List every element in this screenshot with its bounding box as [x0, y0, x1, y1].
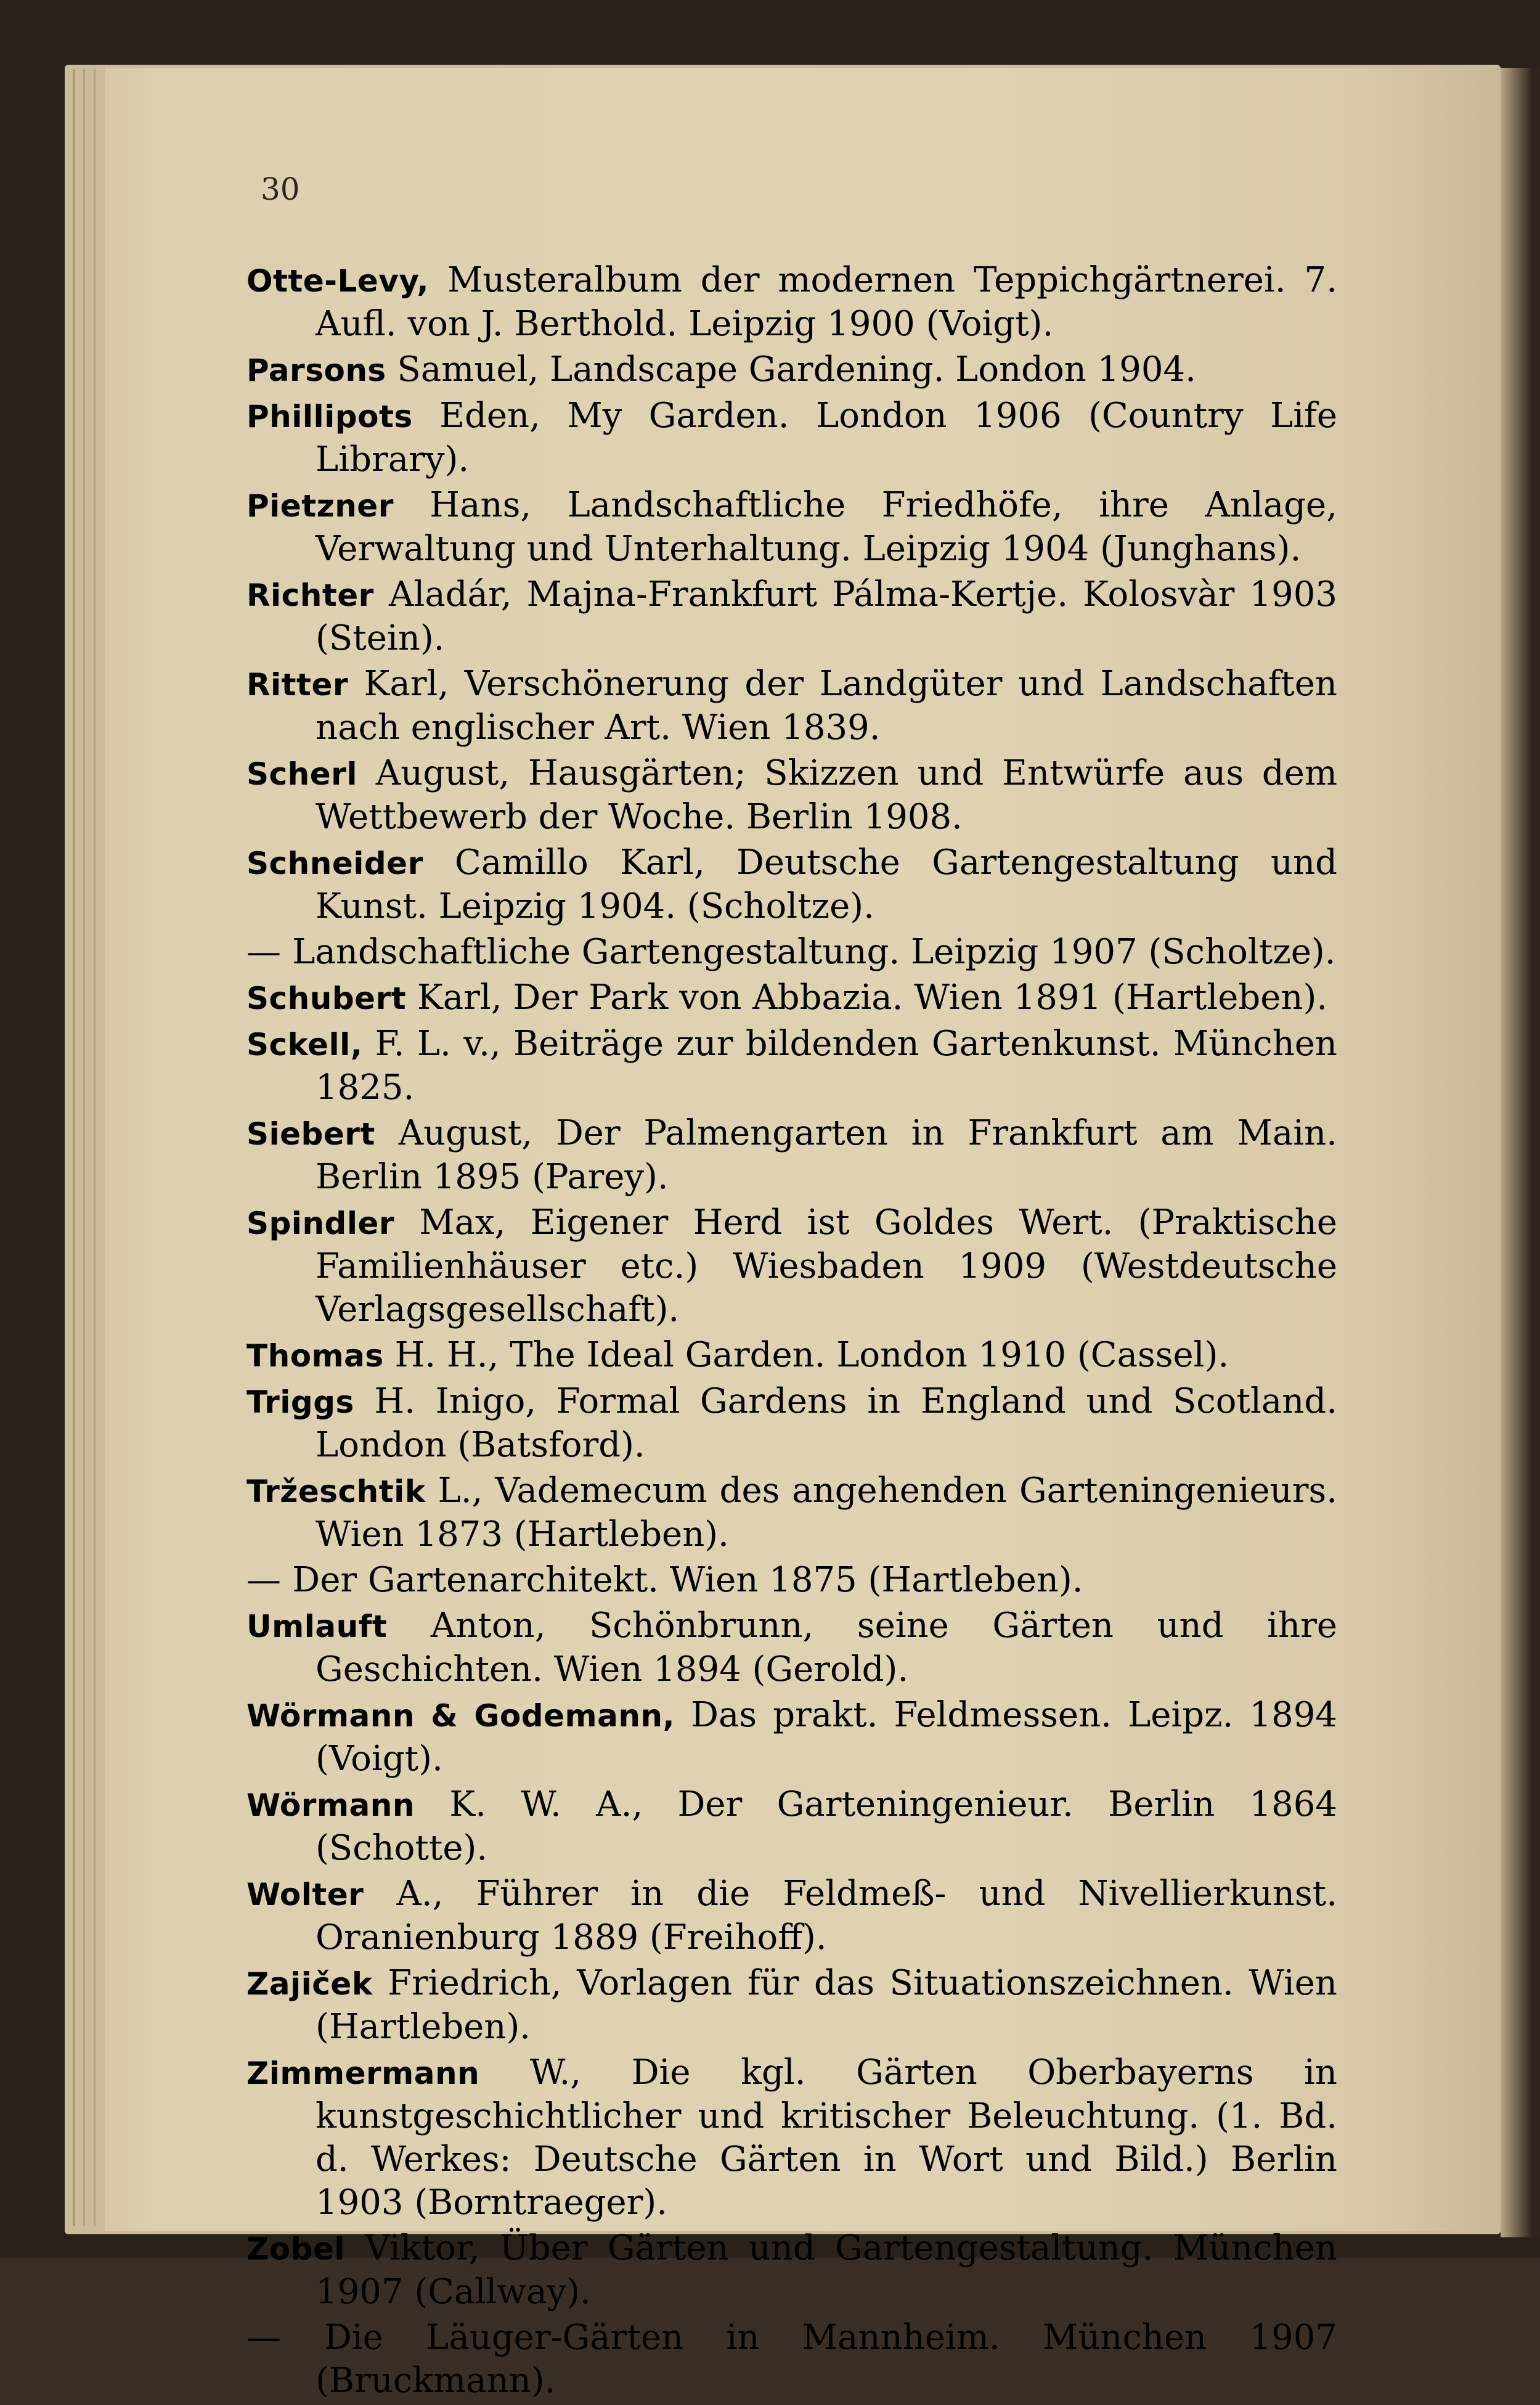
entry-author: — [246, 2317, 282, 2358]
bibliography-entry [246, 1694, 1337, 1781]
entry-text: Samuel, Landscape Gardening. London 1904. [386, 349, 1196, 390]
entry-author: Schneider [246, 846, 423, 881]
entry-text: Viktor, Über Gärten und Gartengestaltung. München 1907 (Callway). [316, 2228, 1337, 2312]
bibliography-entry [246, 2051, 1337, 2224]
bibliography-entry [246, 2316, 1337, 2403]
entry-text: Eden, My Garden. London 1906 (Country Life Library). [316, 396, 1337, 480]
entry-text: F. L. v., Beiträge zur bildenden Gartenkunst. München 1825. [316, 1024, 1337, 1108]
entry-text: Der Gartenarchitekt. Wien 1875 (Hartleben). [281, 1560, 1083, 1600]
page-edge [83, 69, 85, 2226]
entry-author: Pietzner [246, 488, 394, 524]
entry-author: Scherl [246, 756, 357, 792]
entry-author: Tržeschtik [246, 1474, 426, 1509]
bibliography-entry [246, 1783, 1337, 1870]
bibliography-entry [246, 976, 1337, 1020]
entry-author: Phillipots [246, 399, 413, 435]
entry-text: Musteralbum der modernen Teppichgärtnerei. 7. Aufl. von J. Berthold. Leipzig 1900 (Voigt). [316, 260, 1337, 344]
bibliography-entry [246, 752, 1337, 839]
entry-author: Parsons [246, 353, 386, 388]
bibliography-entry [246, 1872, 1337, 1959]
entry-author: Thomas [246, 1338, 384, 1374]
entry-author: Zobel [246, 2231, 345, 2267]
entry-author: Schubert [246, 981, 407, 1016]
bibliography-entry [246, 1962, 1337, 2049]
bibliography-entry [246, 1469, 1337, 1556]
page-edge [94, 69, 96, 2226]
entry-author: Siebert [246, 1116, 375, 1152]
entry-text: Die Läuger-Gärten in Mannheim. München 1907 (Bruckmann). [281, 2317, 1337, 2401]
entry-author: — [246, 932, 282, 972]
entry-text: Anton, Schönbrunn, seine Gärten und ihre Geschichten. Wien 1894 (Gerold). [316, 1606, 1337, 1689]
bibliography-entry [246, 841, 1337, 928]
entry-text: Hans, Landschaftliche Friedhöfe, ihre Anlage, Verwaltung und Unterhaltung. Leipzig 1904 (Junghans). [316, 485, 1337, 569]
entry-text: K. W. A., Der Garteningenieur. Berlin 1864 (Schotte). [316, 1784, 1337, 1868]
entry-author: Wörmann [246, 1787, 415, 1823]
entry-text: H. Inigo, Formal Gardens in England und Scotland. London (Batsford). [316, 1381, 1337, 1465]
bibliography-entry [246, 1604, 1337, 1691]
entry-text: Aladár, Majna-Frankfurt Pálma-Kertje. Kolosvàr 1903 (Stein). [316, 574, 1337, 658]
bibliography-entry [246, 394, 1337, 481]
bibliography-entry [246, 663, 1337, 749]
bibliography-entry [246, 931, 1337, 974]
bibliography-entry [246, 1334, 1337, 1378]
entry-text: H. H., The Ideal Garden. London 1910 (Cassel). [383, 1335, 1229, 1375]
bibliography-entry [246, 1023, 1337, 1109]
bibliography-entry [246, 1559, 1337, 1602]
entry-text: August, Hausgärten; Skizzen und Entwürfe aus dem Wettbewerb der Woche. Berlin 1908. [316, 753, 1337, 837]
entry-author: Zajiček [246, 1966, 373, 2002]
entry-author: Sckell, [246, 1027, 363, 1063]
entry-text: Karl, Der Park von Abbazia. Wien 1891 (Hartleben). [406, 978, 1328, 1018]
entry-author: Spindler [246, 1206, 395, 1241]
entry-text: Max, Eigener Herd ist Goldes Wert. (Praktische Familienhäuser etc.) Wiesbaden 1909 (Westdeutsche Verlagsgesellschaft). [316, 1202, 1337, 1329]
entry-author: Zimmermann [246, 2056, 480, 2091]
page-number: 30 [261, 171, 300, 207]
entry-text: Karl, Verschönerung der Landgüter und Landschaften nach englischer Art. Wien 1839. [316, 664, 1337, 748]
bibliography-entry [246, 484, 1337, 571]
entry-text: A., Führer in die Feldmeß- und Nivellierkunst. Oranienburg 1889 (Freihoff). [316, 1874, 1337, 1958]
entry-text: August, Der Palmengarten in Frankfurt am Main. Berlin 1895 (Parey). [316, 1113, 1337, 1197]
entry-text: Camillo Karl, Deutsche Gartengestaltung und Kunst. Leipzig 1904. (Scholtze). [316, 843, 1337, 926]
entry-text: Landschaftliche Gartengestaltung. Leipzig 1907 (Scholtze). [281, 932, 1336, 972]
entry-text: Friedrich, Vorlagen für das Situationszeichnen. Wien (Hartleben). [316, 1963, 1337, 2047]
book-gutter [1501, 68, 1540, 2237]
entry-author: Ritter [246, 667, 349, 703]
entry-text: W., Die kgl. Gärten Oberbayerns in kunstgeschichtlicher und kritischer Beleuchtung. (1. Bd. d. Werkes: Deutsche Gärten in Wort und Bild.) Berlin 1903 (Borntraeger). [316, 2052, 1337, 2223]
entry-author: Wolter [246, 1877, 364, 1913]
bibliography-list [246, 259, 1337, 2405]
entry-author: Richter [246, 578, 374, 613]
entry-author: Otte-Levy, [246, 263, 430, 299]
entry-author: — [246, 1560, 282, 1600]
bibliography-entry [246, 259, 1337, 346]
bibliography-entry [246, 2227, 1337, 2314]
entry-author: Umlauft [246, 1609, 388, 1644]
bibliography-entry [246, 348, 1337, 392]
bibliography-entry [246, 1380, 1337, 1467]
bibliography-entry [246, 1201, 1337, 1331]
page-edge [73, 69, 75, 2226]
entry-text: Das prakt. Feldmessen. Leipz. 1894 (Voigt). [316, 1695, 1338, 1779]
entry-text: L., Vademecum des angehenden Garteningenieurs. Wien 1873 (Hartleben). [316, 1471, 1337, 1554]
bibliography-entry [246, 573, 1337, 660]
bibliography-entry [246, 1112, 1337, 1199]
entry-author: Wörmann & Godemann, [246, 1698, 675, 1734]
entry-author: Triggs [246, 1384, 354, 1420]
